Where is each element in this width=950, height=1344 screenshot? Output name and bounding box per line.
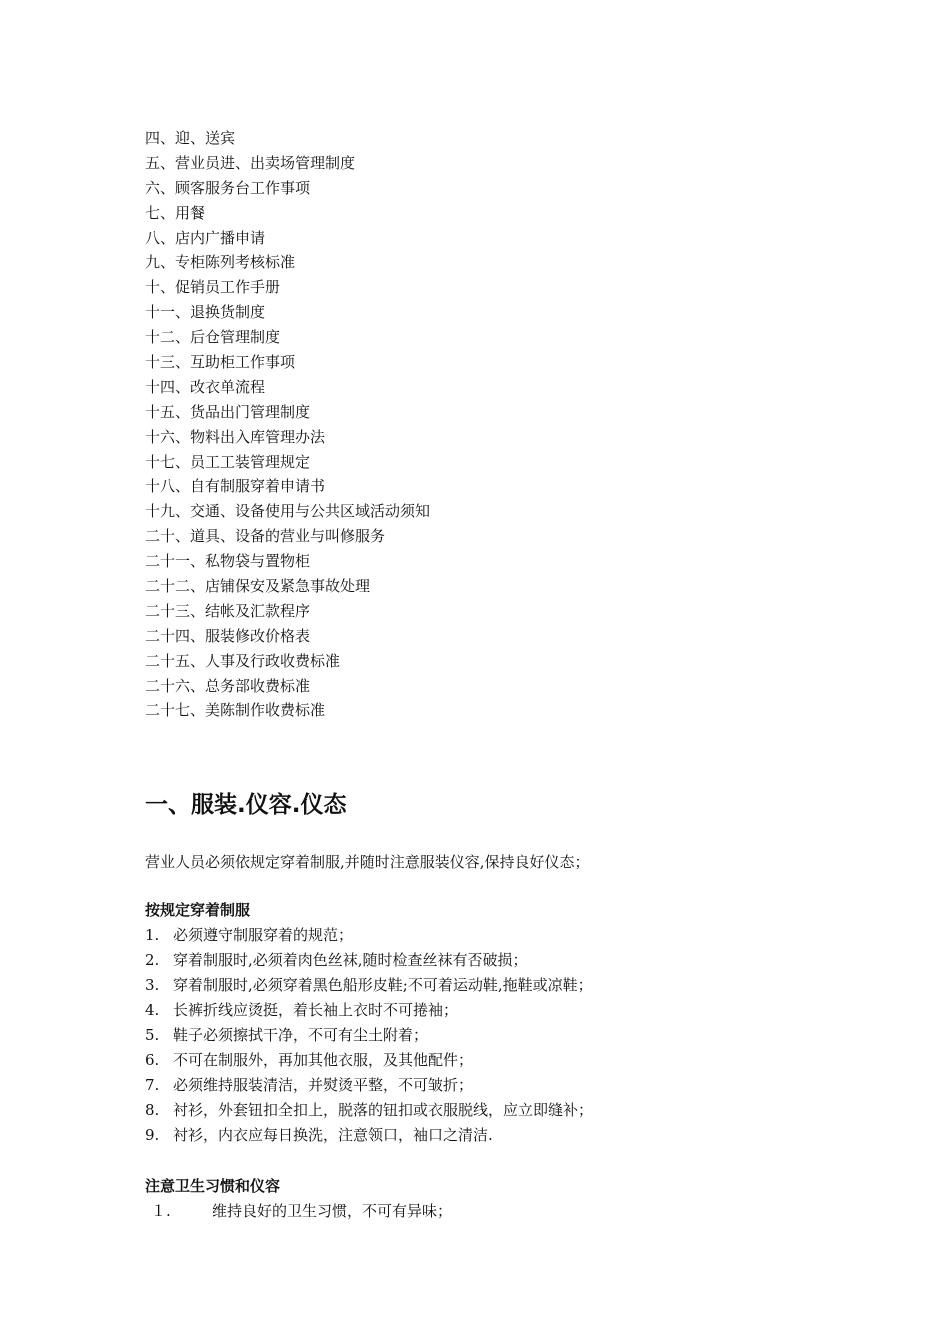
list-item-text: 衬衫，外套钮扣全扣上，脱落的钮扣或衣服脱线，应立即缝补； [173, 1100, 594, 1119]
toc-item: 六、顾客服务台工作事项 [145, 178, 311, 197]
list-item [145, 998, 845, 1023]
toc-item: 八、店内广播申请 [145, 228, 266, 247]
list-item-text: 穿着制服时,必须着肉色丝袜,随时检查丝袜有否破损； [173, 951, 528, 970]
list-item-text: 鞋子必须擦拭干净，不可有尘土附着； [173, 1025, 429, 1044]
list-item-text: 不可在制服外，再加其他衣服，及其他配件； [173, 1050, 474, 1069]
toc-item: 二十六、总务部收费标准 [145, 676, 311, 695]
list-item-text: 长裤折线应烫挺，着长袖上衣时不可捲袖； [173, 1001, 459, 1020]
list-item [145, 973, 845, 998]
list-item-number: 6. [145, 1050, 160, 1069]
list-item-number: 4. [145, 1001, 160, 1020]
document-page [145, 126, 845, 1224]
hygiene-heading: 注意卫生习惯和仪容 [145, 1177, 281, 1196]
toc-item: 十九、交通、设备使用与公共区域活动须知 [145, 502, 431, 521]
list-item-number: 2. [145, 951, 160, 970]
list-item [145, 1199, 845, 1224]
toc-item: 十七、员工工装管理规定 [145, 452, 311, 471]
toc-item: 十四、改衣单流程 [145, 377, 266, 396]
list-item [145, 1123, 845, 1148]
list-item-text: 衬衫，内衣应每日换洗，注意领口，袖口之清洁. [173, 1125, 493, 1144]
uniform-heading: 按规定穿着制服 [145, 901, 251, 920]
toc-item: 十、促销员工作手册 [145, 278, 281, 297]
toc-item: 十一、退换货制度 [145, 303, 266, 322]
toc-item: 二十、道具、设备的营业与叫修服务 [145, 527, 386, 546]
toc-item: 十六、物料出入库管理办法 [145, 427, 326, 446]
toc-item: 二十五、人事及行政收费标准 [145, 651, 341, 670]
toc-item: 二十七、美陈制作收费标准 [145, 701, 326, 720]
table-of-contents [145, 126, 845, 723]
section-title: 一、服装.仪容.仪态 [145, 792, 347, 819]
toc-item: 四、迎、送宾 [145, 129, 236, 147]
toc-item: 十二、后仓管理制度 [145, 328, 281, 347]
toc-item: 七、用餐 [145, 203, 206, 222]
list-item-number: 5. [145, 1025, 160, 1044]
list-item [145, 923, 845, 948]
hygiene-rules-list [145, 1199, 845, 1224]
toc-item: 二十一、私物袋与置物柜 [145, 552, 311, 571]
list-item-number: 1. [145, 926, 160, 945]
toc-item: 二十二、店铺保安及紧急事故处理 [145, 577, 371, 596]
list-item-number: １. [151, 1202, 171, 1221]
toc-item: 十八、自有制服穿着申请书 [145, 477, 326, 496]
list-item-number: 3. [145, 976, 160, 995]
list-item-number: 7. [145, 1075, 160, 1094]
section-intro: 营业人员必须依规定穿着制服,并随时注意服装仪容,保持良好仪态； [145, 853, 590, 872]
toc-item: 二十四、服装修改价格表 [145, 626, 311, 645]
list-item [145, 1048, 845, 1073]
list-item-number: 8. [145, 1100, 160, 1119]
uniform-rules-list [145, 923, 845, 1147]
toc-item: 五、营业员进、出卖场管理制度 [145, 153, 356, 172]
toc-item: 十三、互助柜工作事项 [145, 353, 296, 372]
toc-item: 二十三、结帐及汇款程序 [145, 601, 311, 620]
list-item [145, 1023, 845, 1048]
toc-item: 九、专柜陈列考核标准 [145, 253, 296, 272]
list-item-number: 9. [145, 1125, 160, 1144]
toc-item: 十五、货品出门管理制度 [145, 402, 311, 421]
list-item-text: 穿着制服时,必须穿着黑色船形皮鞋;不可着运动鞋,拖鞋或凉鞋； [173, 976, 593, 995]
list-item-text: 必须维持服装清洁，并熨烫平整，不可皱折； [173, 1075, 474, 1094]
list-item-text: 必须遵守制服穿着的规范； [173, 926, 354, 945]
list-item [145, 1098, 845, 1123]
list-item [145, 948, 845, 973]
list-item [145, 1073, 845, 1098]
list-item-text: 维持良好的卫生习惯，不可有异味； [212, 1202, 453, 1221]
